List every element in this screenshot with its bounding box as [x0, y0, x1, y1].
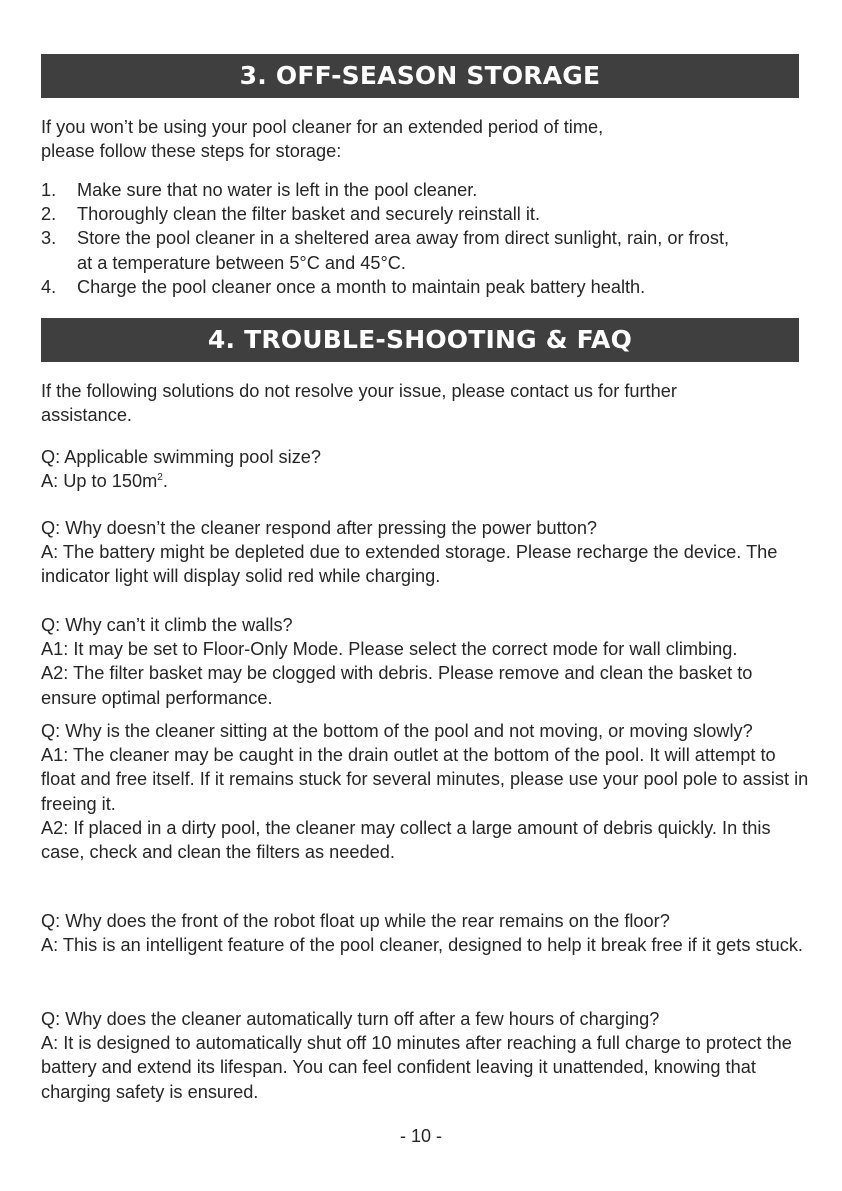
step-text: Store the pool cleaner in a sheltered area away from direct sunlight, rain, or frost, at a temperature between 5°C and 45°C. [77, 228, 730, 273]
faq-question: Q: Why is the cleaner sitting at the bottom of the pool and not moving, or moving slowly? [41, 721, 753, 741]
faq-answer: A: This is an intelligent feature of the pool cleaner, designed to help it break free if it gets stuck. [41, 935, 803, 956]
faq-item [41, 1007, 813, 1104]
storage-step [41, 202, 811, 226]
faq-answer: A: It is designed to automatically shut off 10 minutes after reaching a full charge to protect the battery and extend its lifespan. You can feel confident leaving it unattended, knowing that charging safety is ensured. [41, 1033, 792, 1102]
faq-answer-1: A1: The cleaner may be caught in the drain outlet at the bottom of the pool. It will attempt to float and free itself. If it remains stuck for several minutes, please use your pool pole to assist in freeing it. [41, 745, 809, 814]
faq-item [41, 516, 813, 589]
faq-question: Q: Why does the front of the robot float up while the rear remains on the floor? [41, 911, 670, 931]
storage-step [41, 226, 811, 274]
storage-step [41, 275, 811, 299]
faq-answer-1: A1: It may be set to Floor-Only Mode. Please select the correct mode for wall climbing. [41, 639, 738, 660]
storage-intro-line-2: please follow these steps for storage: [41, 141, 342, 162]
superscript: 2 [157, 472, 163, 484]
faq-intro-text: If the following solutions do not resolve your issue, please contact us for further assistance. [41, 381, 677, 426]
faq-answer-2: A2: If placed in a dirty pool, the cleaner may collect a large amount of debris quickly. In this case, check and clean the filters as needed. [41, 817, 771, 863]
storage-intro [41, 115, 811, 163]
step-text: Charge the pool cleaner once a month to maintain peak battery health. [77, 276, 646, 297]
faq-question: Q: Why doesn’t the cleaner respond after pressing the power button? [41, 518, 598, 538]
faq-question: Q: Why does the cleaner automatically turn off after a few hours of charging? [41, 1009, 660, 1029]
faq-section-header: 4. TROUBLE-SHOOTING & FAQ [41, 318, 799, 362]
storage-section-header: 3. OFF-SEASON STORAGE [41, 54, 799, 98]
faq-question: Q: Applicable swimming pool size? [41, 447, 322, 467]
step-number: 2. [41, 204, 57, 225]
page-number: - 10 - [399, 1126, 442, 1146]
faq-answer: A: The battery might be depleted due to extended storage. Please recharge the device. The indicator light will display solid red while charging. [41, 542, 778, 587]
faq-answer [41, 469, 813, 493]
storage-intro-line-1: If you won’t be using your pool cleaner for an extended period of time, [41, 117, 604, 137]
step-text: Make sure that no water is left in the pool cleaner. [77, 180, 478, 200]
step-number: 1. [41, 180, 57, 200]
faq-item [41, 909, 813, 957]
storage-steps-list [41, 178, 811, 299]
step-number: 4. [41, 276, 57, 297]
storage-step [41, 178, 811, 202]
faq-item [41, 719, 813, 864]
step-number: 3. [41, 228, 57, 249]
faq-item [41, 613, 813, 710]
faq-answer-text: A: Up to 150m [41, 471, 158, 492]
faq-answer-2: A2: The filter basket may be clogged with debris. Please remove and clean the basket to ensure optimal performance. [41, 663, 753, 708]
faq-question: Q: Why can’t it climb the walls? [41, 615, 293, 635]
faq-answer-suffix: . [162, 471, 168, 492]
faq-intro [41, 379, 771, 427]
step-text: Thoroughly clean the filter basket and securely reinstall it. [77, 204, 541, 225]
faq-item [41, 445, 813, 493]
